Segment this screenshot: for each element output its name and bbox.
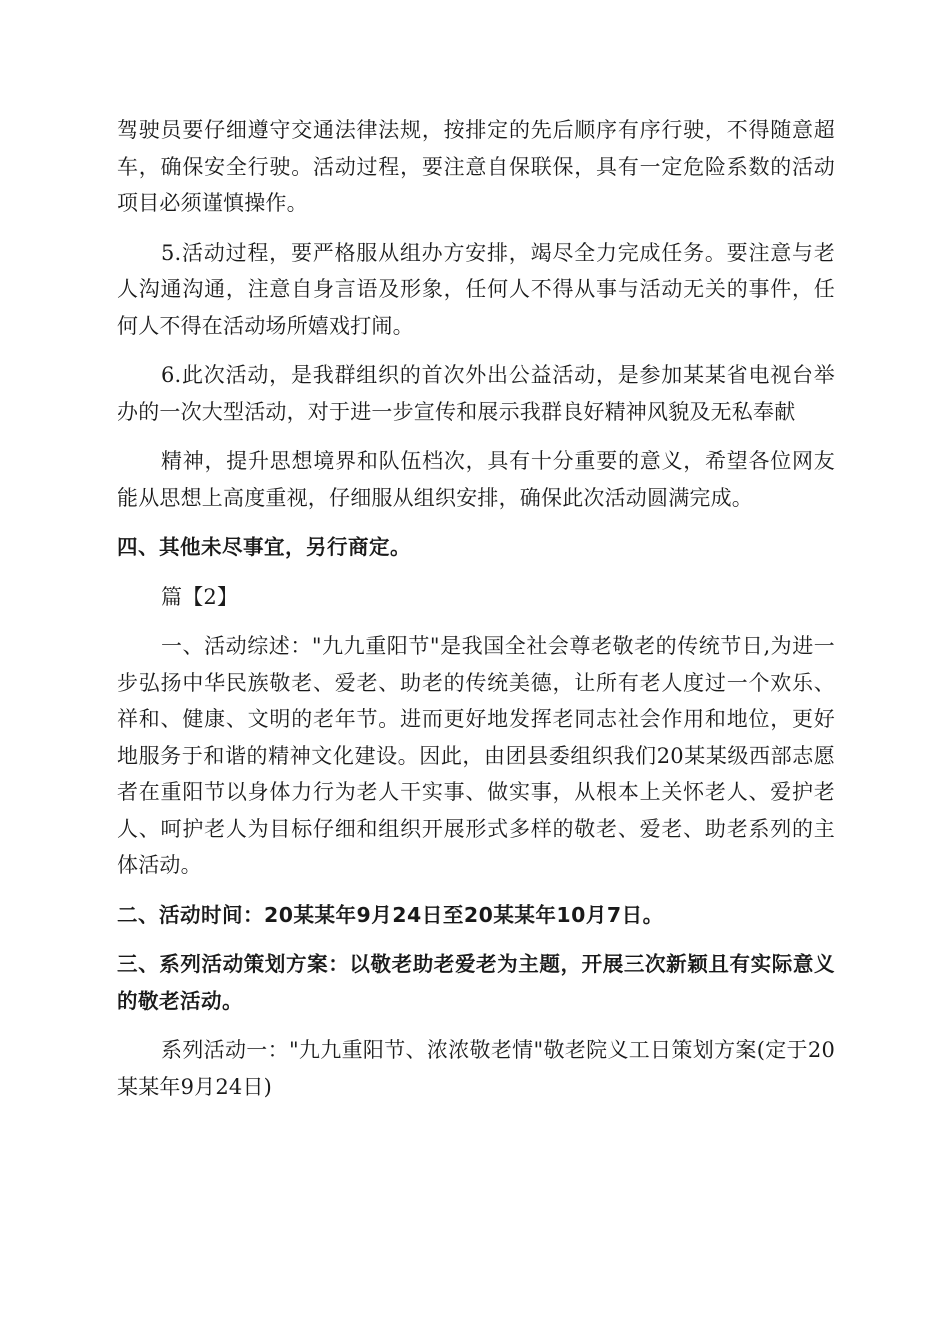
paragraph-item-5: 5.活动过程，要严格服从组办方安排，竭尽全力完成任务。要注意与老人沟通沟通，注意自身言语及形象，任何人不得从事与活动无关的事件，任何人不得在活动场所嬉戏打闹。 xyxy=(117,240,835,338)
paragraph-series-activity-1: 系列活动一："九九重阳节、浓浓敬老情"敬老院义工日策划方案(定于20某某年9月24日) xyxy=(117,1038,835,1099)
paragraph-activity-overview: 一、活动综述："九九重阳节"是我国全社会尊老敬老的传统节日,为进一步弘扬中华民族敬老、爱老、助老的传统美德，让所有老人度过一个欢乐、祥和、健康、文明的老年节。进而更好地发挥老同志社会作用和地位，更好地服务于和谐的精神文化建设。因此，由团县委组织我们20某某级西部志愿者在重阳节以身体力行为老人干实事、做实事，从根本上关怀老人、爱护老人、呵护老人为目标仔细和组织开展形式多样的敬老、爱老、助老系列的主体活动。 xyxy=(117,634,835,877)
paragraph-item-6-continued: 精神，提升思想境界和队伍档次，具有十分重要的意义，希望各位网友能从思想上高度重视，仔细服从组织安排，确保此次活动圆满完成。 xyxy=(117,449,835,510)
paragraph-item-6: 6.此次活动，是我群组织的首次外出公益活动，是参加某某省电视台举办的一次大型活动，对于进一步宣传和展示我群良好精神风貌及无私奉献 xyxy=(117,363,835,424)
document-body xyxy=(117,112,835,1118)
heading-series-plan: 三、系列活动策划方案：以敬老助老爱老为主题，开展三次新颖且有实际意义的敬老活动。 xyxy=(117,952,835,1013)
chapter-label: 篇【2】 xyxy=(161,584,239,609)
paragraph-driving-rules: 驾驶员要仔细遵守交通法律法规，按排定的先后顺序有序行驶，不得随意超车，确保安全行驶。活动过程，要注意自保联保，具有一定危险系数的活动项目必须谨慎操作。 xyxy=(117,118,835,215)
heading-activity-time: 二、活动时间：20某某年9月24日至20某某年10月7日。 xyxy=(117,902,664,927)
heading-section-4: 四、其他未尽事宜，另行商定。 xyxy=(117,535,411,559)
